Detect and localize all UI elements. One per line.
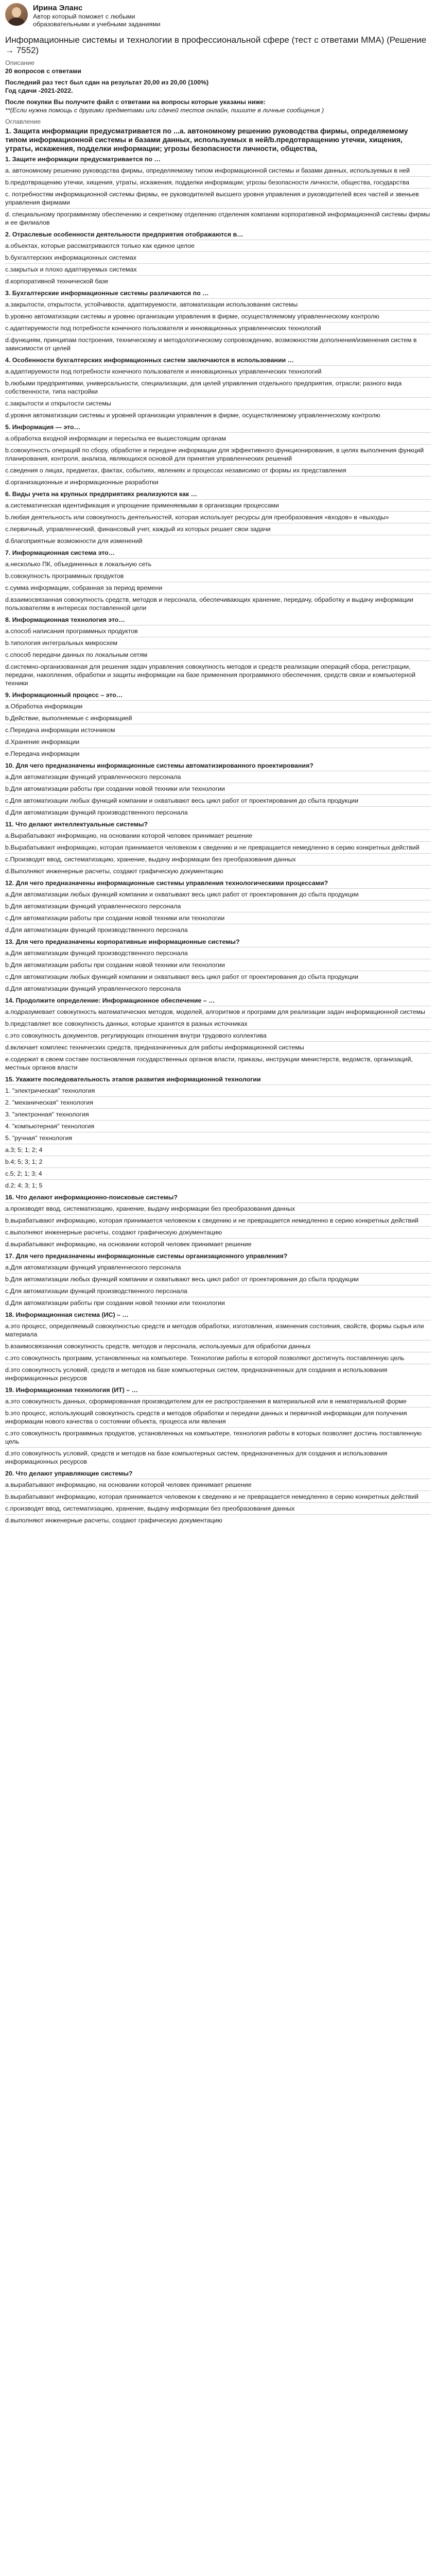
answer-option: a.это совокупность данных, сформированная производителем для ее распространения в материальной или в нематериальной форме — [5, 1395, 431, 1407]
question-title: 7. Информационная система это… — [5, 549, 115, 556]
answer-options — [5, 499, 431, 547]
answer-options — [5, 1202, 431, 1250]
last-test-result: Последний раз тест был сдан на результат 20,00 из 20,00 (100%) — [5, 79, 209, 86]
description-label: Описание — [5, 59, 35, 66]
answer-option: d.выполняют инженерные расчеты, создают графическую документацию — [5, 1514, 431, 1526]
answer-option: a.3; 5; 1; 2; 4 — [5, 1144, 431, 1156]
answer-option: c. потребностям информационной системы фирмы, ее руководителей высшего уровня управления и руководителей всех частей и звеньев управления фирмами — [5, 188, 431, 208]
answer-option: c.это совокупность программ, установленных на компьютере. Технологии работы в которой позволяют достигнуть поставленную цель — [5, 1352, 431, 1364]
question-block — [5, 691, 431, 759]
question-title: 8. Информационная технология это… — [5, 616, 125, 623]
answer-option: c.Производят ввод, систематизацию, хранение, выдачу информации без преобразования данных — [5, 853, 431, 865]
answer-options — [5, 829, 431, 877]
answer-option: b.бухгалтерских информационных системах — [5, 251, 431, 263]
question-title: 16. Что делают информационно-поисковые системы? — [5, 1194, 178, 1201]
answer-option: e.Передача информации — [5, 748, 431, 759]
answer-option: b.любая деятельность или совокупность деятельностей, которая использует ресурсы для преобразования «входов» в «выходы» — [5, 511, 431, 523]
answer-options — [5, 558, 431, 614]
answer-option: c.сумма информации, собранная за период времени — [5, 582, 431, 594]
answer-option: c.закрытых и плохо адаптируемых системах — [5, 263, 431, 275]
question-title: 10. Для чего предназначены информационные системы автоматизированного проектирования? — [5, 762, 313, 769]
answer-option: a.вырабатывают информацию, на основании которой человек принимает решение — [5, 1479, 431, 1490]
questions-count: 20 вопросов с ответами — [5, 67, 81, 75]
answer-option: d.взаимосвязанная совокупность средств, методов и персонала, обеспечивающих хранение, передачу, обработку и выдачу информации пользователям в интересах поставленной цели — [5, 594, 431, 614]
question-block — [5, 1075, 431, 1191]
answer-option: d.уровня автоматизации системы и уровней организации управления в фирме, осуществляемому управленческому контролю — [5, 409, 431, 421]
answer-option: d.организационные и информационные разработки — [5, 476, 431, 488]
answer-options — [5, 1320, 431, 1384]
answer-option: b.типология интегральных микросхем — [5, 637, 431, 649]
answer-option: c.Для автоматизации любых функций компании и охватывают весь цикл работ от проектирования до сбыта продукции — [5, 794, 431, 806]
answer-option: a.несколько ПК, объединенных в локальную сеть — [5, 558, 431, 570]
answer-options — [5, 240, 431, 287]
question-title: 17. Для чего предназначены информационные системы организационного управления? — [5, 1252, 288, 1260]
answer-option: d.это совокупность условий, средств и методов на базе компьютерных систем, предназначенных для создания и использования информационных ресурсов — [5, 1447, 431, 1467]
question-title: 1. Защите информации предусматривается по … — [5, 156, 161, 163]
answer-option: d.Для автоматизации работы при создании новой техники или технологии — [5, 1297, 431, 1309]
question-title: 18. Информационная система (ИС) – … — [5, 1311, 129, 1318]
answer-option: b.4; 5; 3; 1; 2 — [5, 1156, 431, 1167]
question-title: 3. Бухгалтерские информационные системы различаются по … — [5, 290, 209, 297]
answer-option: a.объектах, которые рассматриваются только как единое целое — [5, 240, 431, 251]
answer-option: d.это совокупность условий, средств и методов на базе компьютерных систем, предназначенных для создания и использования информационных ресурсов — [5, 1364, 431, 1384]
question-block — [5, 155, 431, 228]
answer-option: c.сведения о лицах, предметах, фактах, событиях, явлениях и процессах независимо от формы их представления — [5, 464, 431, 476]
question-block — [5, 996, 431, 1073]
answer-option: b.Вырабатывают информацию, которая принимается человеком к сведению и не превращается немедленно в серию конкретных действий — [5, 841, 431, 853]
question-title: 13. Для чего предназначены корпоративные информационные системы? — [5, 938, 240, 945]
answer-option: b.вырабатывают информацию, которая принимается человеком к сведению и не превращается немедленно в серию конкретных действий — [5, 1490, 431, 1502]
answer-options — [5, 164, 431, 228]
question-block — [5, 127, 431, 153]
question-title: 19. Информационная технология (ИТ) – … — [5, 1386, 138, 1394]
answer-option: c.Для автоматизации работы при создании новой техники или технологии — [5, 912, 431, 924]
question-block — [5, 879, 431, 936]
answer-options — [5, 1006, 431, 1073]
answer-option: c.это совокупность документов, регулирующих отношения внутри трудового коллектива — [5, 1029, 431, 1041]
answer-option: b.предотвращению утечки, хищения, утраты, искажения, подделки информации; угрозы безопасности личности, общества, государства — [5, 176, 431, 188]
answer-option: b.взаимосвязанная совокупность средств, методов и персонала, используемых для обработки данных — [5, 1340, 431, 1352]
answer-option: c.Передача информации источником — [5, 724, 431, 736]
question-block — [5, 490, 431, 547]
question-block — [5, 549, 431, 614]
answer-option: d.Для автоматизации функций производственного персонала — [5, 924, 431, 936]
question-title: 15. Укажите последовательность этапов развития информационной технологии — [5, 1076, 261, 1083]
answer-option: d.корпоративной технической базе — [5, 275, 431, 287]
question-title: 9. Информационный процесс – это… — [5, 691, 123, 699]
answer-option: b.представляет все совокупность данных, которые хранятся в разных источниках — [5, 1018, 431, 1029]
answer-option: c.Для автоматизации функций производственного персонала — [5, 1285, 431, 1297]
author-description: Автор который поможет с любыми образовательными и учебными заданиями — [33, 13, 161, 28]
answer-option: d.Выполняют инженерные расчеты, создают графическую документацию — [5, 865, 431, 877]
answer-options — [5, 1261, 431, 1309]
answer-option: 4. "компьютерная" технология — [5, 1120, 431, 1132]
purchase-note: После покупки Вы получите файл с ответами на вопросы которые указаны ниже: — [5, 98, 266, 106]
answer-option: b.это процесс, использующий совокупность средств и методов обработки и передачи данных и первичной информации для получения информации нового качества о состоянии объекта, процесса или явления — [5, 1407, 431, 1427]
answer-option: 5. "ручная" технология — [5, 1132, 431, 1144]
answer-option: d.2; 4; 3; 1; 5 — [5, 1179, 431, 1191]
answer-option: b.любыми предприятиями, универсальности, специализации, для целей управления отдельного предприятия, отрасли; разного вида собственности, типа настройки — [5, 377, 431, 397]
answer-option: a.подразумевает совокупность математических методов, моделей, алгоритмов и программ для реализации задач информационной системы — [5, 1006, 431, 1018]
page-title: Информационные системы и технологии в профессиональной сфере (тест с ответами ММА) (Решение → 7552) — [5, 35, 427, 55]
answer-options — [5, 888, 431, 936]
answer-option: d. специальному программному обеспечению и секретному отделению отделения компании корпоративной информационной системы фирмы и ее филиалов — [5, 208, 431, 228]
question-block — [5, 616, 431, 689]
question-block — [5, 1193, 431, 1250]
disclaimer: **(Если нужна помощь с другими предметами или сдачей тестов онлайн, пишите в личные сообщения ) — [5, 107, 324, 114]
answer-option: 2. "механическая" технология — [5, 1096, 431, 1108]
answer-option: 3. "электронная" технология — [5, 1108, 431, 1120]
answer-option: b.Для автоматизации работы при создании новой техники или технологии — [5, 783, 431, 794]
answer-option: b.вырабатывают информацию, которая принимается человеком к сведению и не превращается немедленно в серию конкретных действий — [5, 1214, 431, 1226]
answer-options — [5, 298, 431, 354]
question-title: 12. Для чего предназначены информационные системы управления технологическими процессами? — [5, 879, 328, 887]
answer-option: b.совокупность программных продуктов — [5, 570, 431, 582]
answer-option: c.Для автоматизации любых функций компании и охватывают весь цикл работ от проектирования до сбыта продукции — [5, 971, 431, 982]
answer-option: b.уровню автоматизации системы и уровню организации управления в фирме, осуществляемому управленческому контролю — [5, 310, 431, 322]
answer-option: a.Вырабатывают информацию, на основании которой человек принимает решение — [5, 829, 431, 841]
answer-options — [5, 1395, 431, 1467]
answer-options — [5, 365, 431, 421]
answer-option: a.обработка входной информации и пересылка ее вышестоящим органам — [5, 432, 431, 444]
answer-option: d.вырабатывают информацию, на основании которой человек принимает решение — [5, 1238, 431, 1250]
answer-options — [5, 432, 431, 488]
answer-option: d.Для автоматизации функций управленческого персонала — [5, 982, 431, 994]
author-name[interactable]: Ирина Эланс — [33, 4, 83, 12]
answer-options — [5, 700, 431, 759]
answer-option: c.адаптируемости под потребности конечного пользователя и инновационных управленческих технологий — [5, 322, 431, 334]
question-block — [5, 230, 431, 287]
question-title: 5. Информация — это… — [5, 423, 80, 431]
question-block — [5, 1386, 431, 1467]
answer-options — [5, 1479, 431, 1526]
answer-options — [5, 1084, 431, 1191]
question-title: 11. Что делают интеллектуальные системы? — [5, 821, 148, 828]
answer-option: a.закрытости, открытости, устойчивости, адаптируемости, автоматизации использования системы — [5, 298, 431, 310]
questions-list — [5, 127, 431, 1526]
answer-option: a.производят ввод, систематизацию, хранение, выдачу информации без преобразования данных — [5, 1202, 431, 1214]
question-title: 2. Отраслевые особенности деятельности предприятия отображаются в… — [5, 231, 243, 238]
question-block — [5, 423, 431, 488]
answer-option: e.содержит в своем составе постановления государственных органов власти, приказы, инструкции министерств, ведомств, организаций, местных органов власти — [5, 1053, 431, 1073]
question-title: 20. Что делают управляющие системы? — [5, 1470, 133, 1477]
answer-option: c.первичный, управленческий, финансовый учет, каждый из которых решает свои задачи — [5, 523, 431, 535]
answer-option: c.5; 2; 1; 3; 4 — [5, 1167, 431, 1179]
answer-option: d.благоприятные возможности для изменений — [5, 535, 431, 547]
answer-option: b.Для автоматизации работы при создании новой техники или технологии — [5, 959, 431, 971]
answer-option: c.способ передачи данных по локальным сетям — [5, 649, 431, 660]
answer-option: c.выполняют инженерные расчеты, создают графическую документацию — [5, 1226, 431, 1238]
answer-option: a.Для автоматизации функций управленческого персонала — [5, 1261, 431, 1273]
question-block — [5, 1311, 431, 1384]
answer-option: c.производят ввод, систематизацию, хранение, выдачу информации без преобразования данных — [5, 1502, 431, 1514]
answer-option: b.совокупность операций по сбору, обработке и передаче информации для эффективного функционирования, в целях выполнения функций планирования, контроля, анализа, являющихся основой для принятия управленческих решений — [5, 444, 431, 464]
answer-option: d.включает комплекс технических средств, предназначенных для работы информационной системы — [5, 1041, 431, 1053]
answer-option: c.это совокупность программных продуктов, установленных на компьютере, технология работы в которых позволяет достичь поставленную цель — [5, 1427, 431, 1447]
answer-option: a.Обработка информации — [5, 700, 431, 712]
answer-option: d.функциям, принципам построения, техническому и методологическому сопровождению, возможностям дополнения/изменения систем в зависимости от целей — [5, 334, 431, 354]
question-block — [5, 820, 431, 877]
year-label: Год сдачи -2021-2022. — [5, 87, 73, 94]
answer-option: a.способ написания программных продуктов — [5, 625, 431, 637]
answer-option: a.Для автоматизации функций производственного персонала — [5, 947, 431, 959]
question-title: 4. Особенности бухгалтерских информационных систем заключаются в использовании … — [5, 357, 294, 364]
answer-option: c.закрытости и открытости системы — [5, 397, 431, 409]
question-block — [5, 1469, 431, 1526]
question-block — [5, 289, 431, 354]
question-title: 6. Виды учета на крупных предприятиях реализуются как … — [5, 490, 198, 498]
question-title: 1. Защита информации предусматривается по ...а. автономному решению руководства фирмы, определяемому типом информационной системы и базами данных, используемых в ней/b.предотвращению утечки, хищения, утраты, искажения, подделки информации; угрозы безопасности личности, общества, — [5, 127, 408, 152]
author-info — [33, 3, 162, 28]
question-title: 14. Продолжите определение: Информационное обеспечение – … — [5, 997, 215, 1004]
question-block — [5, 356, 431, 421]
answer-option: a.это процесс, определяемый совокупностью средств и методов обработки, изготовления, изменения состояния, свойств, формы сырья или материала — [5, 1320, 431, 1340]
answer-option: d.системно-организованная для решения задач управления совокупность методов и средств реализации операций сбора, регистрации, передачи, накопления, обработки и защиты информации на базе применения программного обеспечения, средств связи и компьютерной техники — [5, 660, 431, 689]
author-header — [5, 3, 431, 32]
answer-option: 1. "электрическая" технология — [5, 1084, 431, 1096]
answer-options — [5, 771, 431, 818]
question-block — [5, 761, 431, 818]
question-block — [5, 938, 431, 994]
answer-option: d.Хранение информации — [5, 736, 431, 748]
toc-label: Оглавление — [5, 118, 41, 125]
answer-option: b.Действие, выполняемые с информацией — [5, 712, 431, 724]
answer-option: a. автономному решению руководства фирмы, определяемому типом информационной системы и базами данных, используемых в ней — [5, 164, 431, 176]
author-avatar[interactable] — [5, 3, 28, 26]
answer-option: b.Для автоматизации любых функций компании и охватывают весь цикл работ от проектирования до сбыта продукции — [5, 1273, 431, 1285]
answer-option: a.Для автоматизации функций управленческого персонала — [5, 771, 431, 783]
answer-option: b.Для автоматизации функций управленческого персонала — [5, 900, 431, 912]
answer-option: d.Для автоматизации функций производственного персонала — [5, 806, 431, 818]
answer-option: a.систематическая идентификация и упрощение применяемыми в организации процессами — [5, 499, 431, 511]
question-block — [5, 1252, 431, 1309]
answer-options — [5, 947, 431, 994]
answer-option: a.адаптируемости под потребности конечного пользователя и инновационных управленческих технологий — [5, 365, 431, 377]
answer-option: a.Для автоматизации любых функций компании и охватывают весь цикл работ от проектирования до сбыта продукции — [5, 888, 431, 900]
answer-options — [5, 625, 431, 689]
